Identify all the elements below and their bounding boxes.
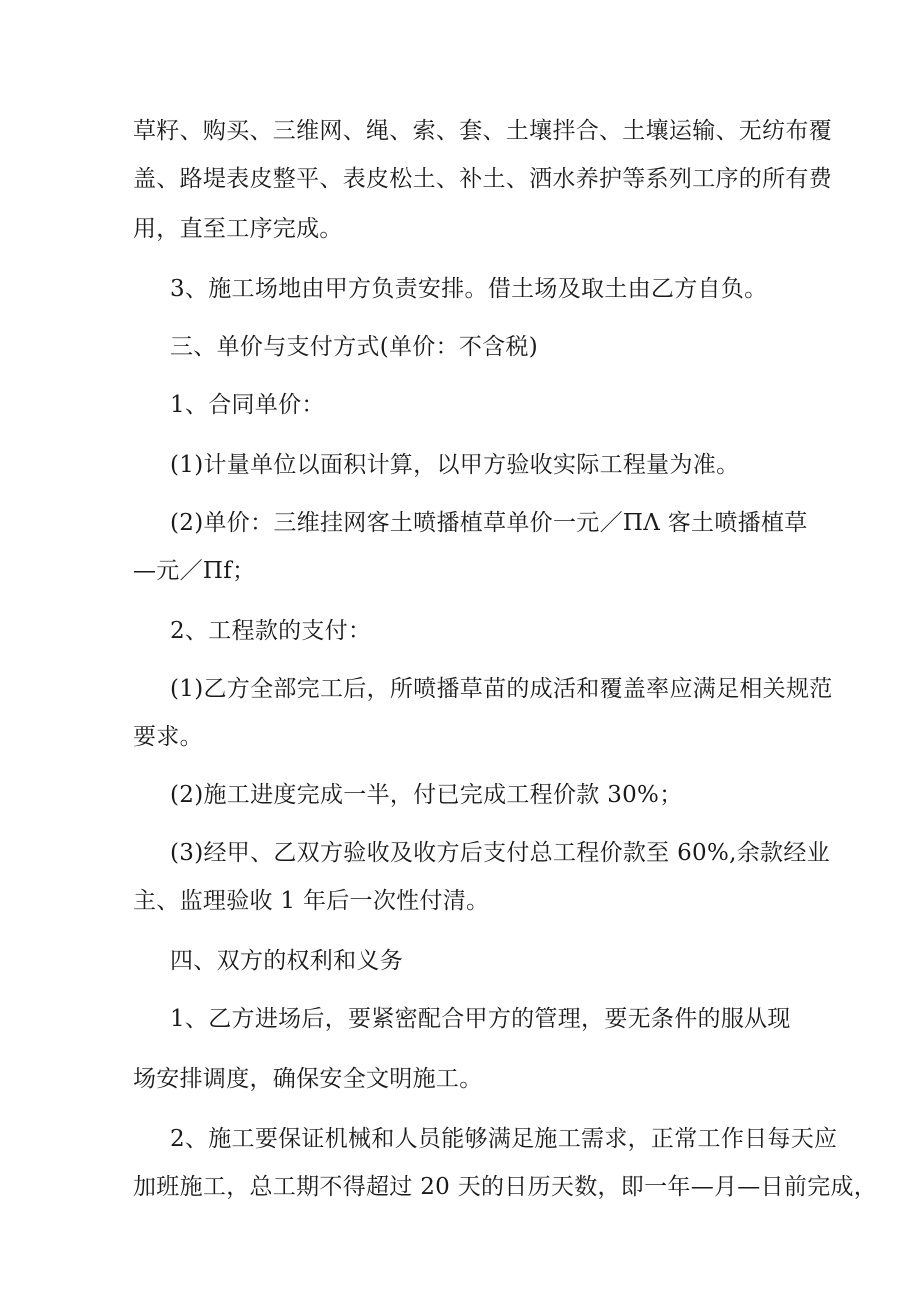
text-line: —元／Πf； bbox=[133, 558, 256, 584]
section-heading-rights-obligations: 四、双方的权利和义务 bbox=[170, 948, 403, 974]
clause-site-management: 1、乙方进场后，要紧密配合甲方的管理，要无条件的服从现 bbox=[170, 1006, 791, 1032]
text-line: 加班施工，总工期不得超过 20 天的日历天数，即一年—月—日前完成， bbox=[133, 1174, 878, 1200]
subheading-contract-price: 1、合同单价： bbox=[170, 392, 325, 418]
clause-half-progress: (2)施工进度完成一半，付已完成工程价款 30%； bbox=[170, 782, 683, 808]
paragraph-site-arrangement: 3、施工场地由甲方负责安排。借土场及取土由乙方自负。 bbox=[170, 276, 768, 302]
text-line: 草籽、购买、三维网、绳、索、套、土壤拌合、土壤运输、无纺布覆 bbox=[133, 118, 832, 144]
clause-measurement-unit: (1)计量单位以面积计算，以甲方验收实际工程量为准。 bbox=[170, 452, 740, 478]
clause-unit-price: (2)单价：三维挂网客土喷播植草单价一元／ΠΛ 客土喷播植草 bbox=[170, 510, 808, 536]
text-line: 主、监理验收 1 年后一次性付清。 bbox=[133, 888, 490, 914]
clause-acceptance-payment: (3)经甲、乙双方验收及收方后支付总工程价款至 60%,余款经业 bbox=[170, 840, 830, 866]
clause-construction-schedule: 2、施工要保证机械和人员能够满足施工需求，正常工作日每天应 bbox=[170, 1126, 838, 1152]
text-line: 要求。 bbox=[133, 724, 203, 750]
text-line: 盖、路堤表皮整平、表皮松土、补土、洒水养护等系列工序的所有费 bbox=[133, 166, 832, 192]
text-line: 用，直至工序完成。 bbox=[133, 216, 343, 242]
clause-completion: (1)乙方全部完工后，所喷播草苗的成活和覆盖率应满足相关规范 bbox=[170, 676, 833, 702]
text-line: 场安排调度，确保安全文明施工。 bbox=[133, 1066, 483, 1092]
section-heading-price-payment: 三、单价与支付方式(单价：不含税) bbox=[170, 334, 539, 360]
subheading-payment: 2、工程款的支付： bbox=[170, 618, 372, 644]
